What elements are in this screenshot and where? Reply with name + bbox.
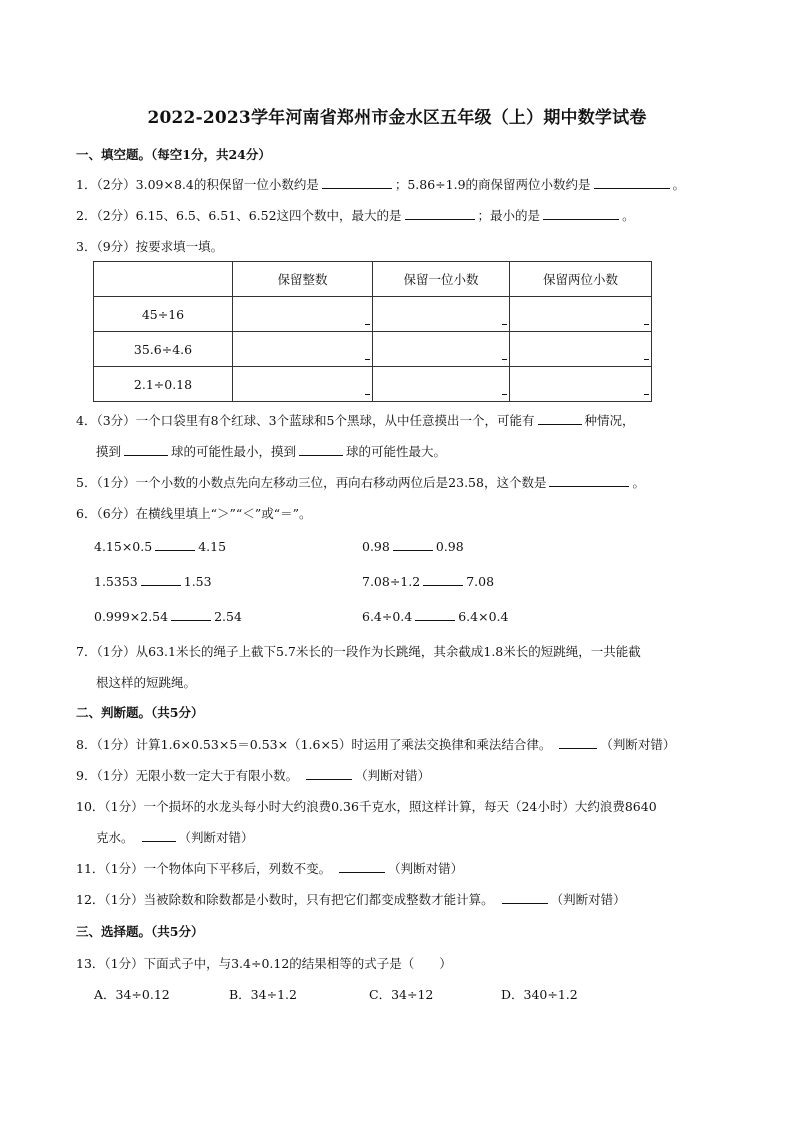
answer-cell[interactable] — [373, 367, 510, 402]
section-fill-heading: 一、填空题。（每空1分，共24分） — [76, 147, 271, 162]
compare-item: 1.5353 1.53 — [94, 574, 212, 589]
rounding-table — [93, 261, 652, 402]
choice-option-a[interactable]: A．34÷0.12 — [94, 987, 170, 1002]
question-4-continued: 摸到 球的可能性最小，摸到 球的可能性最大。 — [96, 444, 447, 459]
choice-option-c[interactable]: C．34÷12 — [369, 987, 434, 1002]
answer-cell[interactable] — [373, 332, 510, 367]
choice-option-b[interactable]: B．34÷1.2 — [229, 987, 297, 1002]
answer-blank[interactable] — [306, 767, 352, 780]
answer-blank[interactable] — [124, 443, 168, 456]
question-10: 10．（1分）一个损坏的水龙头每小时大约浪费0.36千克水，照这样计算，每天（24小时）大约浪费8640 — [76, 799, 657, 814]
table-row — [94, 332, 652, 367]
table-header-cell: 保留两位小数 — [510, 262, 652, 297]
table-header-cell: 保留一位小数 — [373, 262, 510, 297]
table-header-row — [94, 262, 652, 297]
table-header-cell — [94, 262, 233, 297]
answer-blank[interactable] — [543, 207, 619, 220]
answer-cell[interactable] — [510, 297, 652, 332]
answer-blank[interactable] — [155, 538, 195, 551]
answer-blank[interactable] — [559, 736, 597, 749]
question-11: 11．（1分）一个物体向下平移后，列数不变。 （判断对错） — [76, 861, 464, 876]
question-7-continued: 根这样的短跳绳。 — [96, 675, 197, 690]
answer-blank[interactable] — [393, 538, 433, 551]
question-9: 9．（1分）无限小数一定大于有限小数。 （判断对错） — [76, 768, 431, 783]
answer-blank[interactable] — [322, 176, 392, 189]
answer-cell[interactable] — [510, 367, 652, 402]
choice-option-d[interactable]: D．340÷1.2 — [501, 987, 578, 1002]
compare-item: 0.999×2.54 2.54 — [94, 609, 242, 624]
answer-blank[interactable] — [171, 608, 211, 621]
section-choice-heading: 三、选择题。（共5分） — [76, 924, 204, 939]
answer-blank[interactable] — [594, 176, 670, 189]
question-5: 5．（1分）一个小数的小数点先向左移动三位，再向右移动两位后是23.58，这个数是 。 — [76, 475, 645, 490]
answer-cell[interactable] — [233, 367, 373, 402]
answer-blank[interactable] — [549, 474, 629, 487]
compare-item: 7.08÷1.2 7.08 — [362, 574, 495, 589]
table-row-label: 45÷16 — [94, 297, 233, 332]
answer-blank[interactable] — [142, 829, 176, 842]
answer-blank[interactable] — [299, 443, 343, 456]
answer-blank[interactable] — [423, 573, 463, 586]
answer-cell[interactable] — [233, 297, 373, 332]
question-3: 3．（9分）按要求填一填。 — [76, 239, 224, 254]
table-row-label: 2.1÷0.18 — [94, 367, 233, 402]
question-12: 12．（1分）当被除数和除数都是小数时，只有把它们都变成整数才能计算。 （判断对错） — [76, 892, 626, 907]
question-10-continued: 克水。 （判断对错） — [96, 830, 254, 845]
answer-cell[interactable] — [510, 332, 652, 367]
table-row — [94, 367, 652, 402]
section-judge-heading: 二、判断题。（共5分） — [76, 705, 204, 720]
question-7: 7．（1分）从63.1米长的绳子上截下5.7米长的一段作为长跳绳，其余截成1.8米长的短跳绳，一共能截 — [76, 644, 641, 659]
question-2: 2．（2分）6.15、6.5、6.51、6.52这四个数中，最大的是 ；最小的是 。 — [76, 208, 635, 223]
compare-item: 4.15×0.5 4.15 — [94, 539, 227, 554]
question-8: 8．（1分）计算1.6×0.53×5＝0.53×（1.6×5）时运用了乘法交换律和乘法结合律。 （判断对错） — [76, 737, 676, 752]
answer-blank[interactable] — [405, 207, 475, 220]
table-header-cell: 保留整数 — [233, 262, 373, 297]
answer-cell[interactable] — [373, 297, 510, 332]
question-13: 13．（1分）下面式子中，与3.4÷0.12的结果相等的式子是（ ） — [76, 956, 452, 971]
compare-item: 6.4÷0.4 6.4×0.4 — [362, 609, 509, 624]
question-4: 4．（3分）一个口袋里有8个红球、3个蓝球和5个黑球，从中任意摸出一个，可能有 种情况， — [76, 413, 635, 428]
compare-item: 0.98 0.98 — [362, 539, 464, 554]
answer-blank[interactable] — [141, 573, 181, 586]
answer-cell[interactable] — [233, 332, 373, 367]
answer-blank[interactable] — [502, 891, 548, 904]
answer-blank[interactable] — [538, 412, 582, 425]
answer-blank[interactable] — [415, 608, 455, 621]
question-1: 1．（2分）3.09×8.4的积保留一位小数约是 ；5.86÷1.9的商保留两位小数约是 。 — [76, 177, 686, 192]
answer-blank[interactable] — [339, 860, 385, 873]
page-title: 2022-2023学年河南省郑州市金水区五年级（上）期中数学试卷 — [147, 108, 647, 128]
table-row-label: 35.6÷4.6 — [94, 332, 233, 367]
table-row — [94, 297, 652, 332]
question-6: 6．（6分）在横线里填上“＞”“＜”或“＝”。 — [76, 506, 312, 521]
